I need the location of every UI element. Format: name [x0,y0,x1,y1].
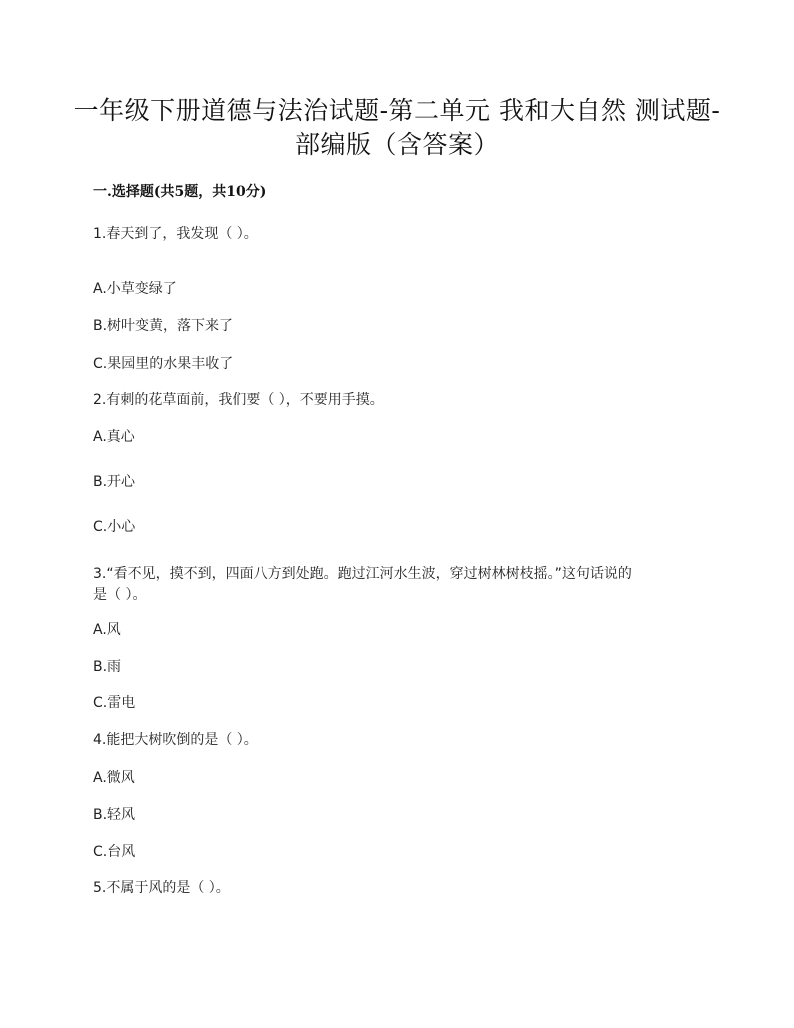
question-3-option-a: A.风 [93,622,121,638]
document-title-line2: 部编版（含答案） [294,130,499,159]
question-4-option-c: C.台风 [93,844,136,860]
question-5-stem: 5.不属于风的是（ ）。 [93,880,230,896]
question-3-stem-line1: 3.“看不见，摸不到，四面八方到处跑。跑过江河水生波，穿过树林树枝摇。”这句话说的 [93,566,632,582]
question-3-option-c: C.雷电 [93,695,136,711]
question-2-stem: 2.有刺的花草面前，我们要（ ），不要用手摸。 [93,392,384,408]
question-2-option-b: B.开心 [93,474,136,490]
question-2-option-c: C.小心 [93,519,136,535]
section-heading: 一.选择题(共5题，共10分) [93,184,267,200]
question-2-option-a: A.真心 [93,429,135,445]
question-4-option-b: B.轻风 [93,807,136,823]
question-4-stem: 4.能把大树吹倒的是（ ）。 [93,732,258,748]
question-1-option-b: B.树叶变黄，落下来了 [93,318,234,334]
question-1-option-c: C.果园里的水果丰收了 [93,356,234,372]
question-3-option-b: B.雨 [93,659,122,675]
question-4-option-a: A.微风 [93,770,135,786]
question-1-stem: 1.春天到了，我发现（ ）。 [93,226,258,242]
question-1-option-a: A.小草变绿了 [93,281,177,297]
question-3-stem-line2: 是（ ）。 [93,587,147,603]
document-title-line1: 一年级下册道德与法治试题-第二单元 我和大自然 测试题- [73,96,721,125]
